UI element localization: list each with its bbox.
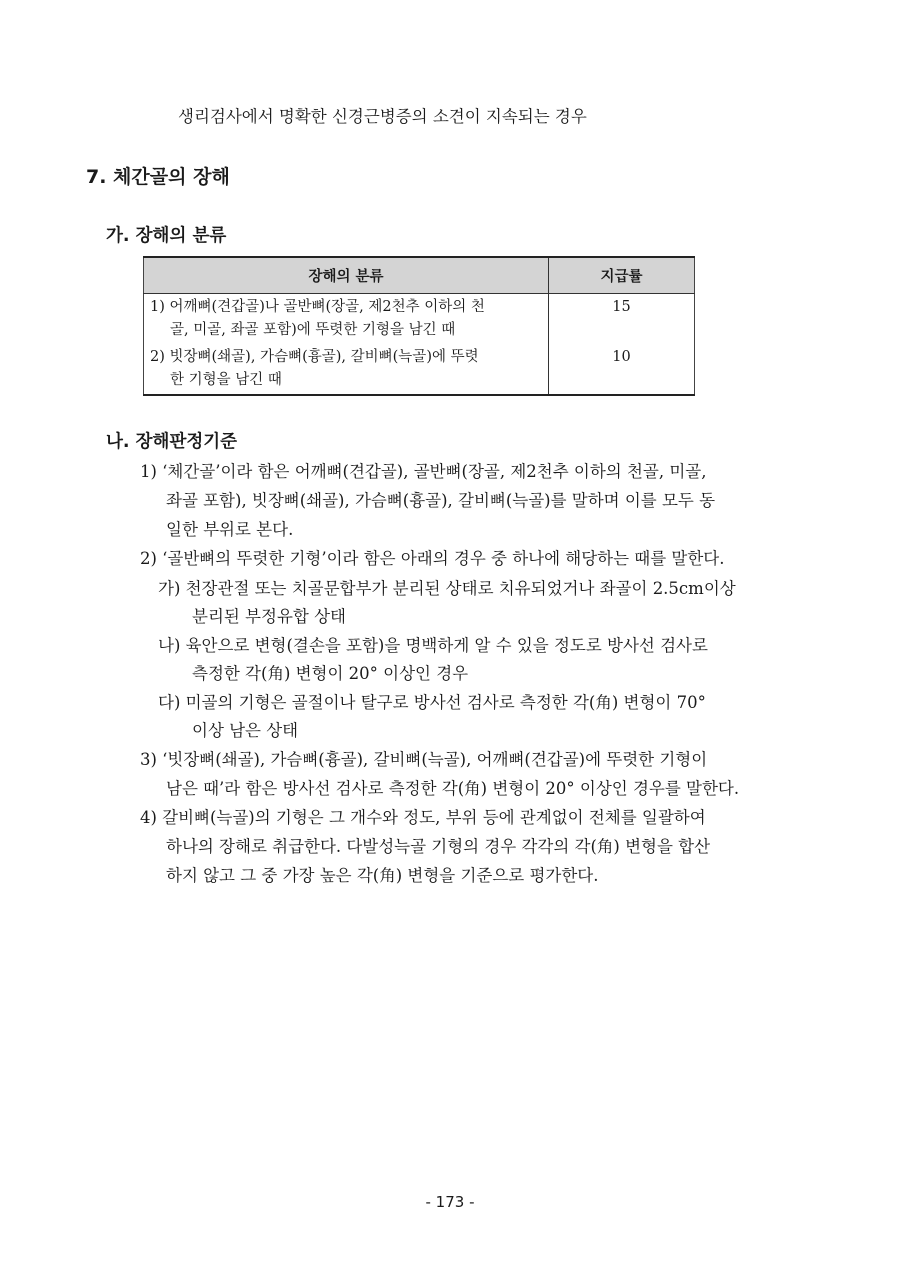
criterion-line: 하지 않고 그 중 가장 높은 각(角) 변형을 기준으로 평가한다. — [166, 866, 599, 885]
page-number: - 173 - — [425, 1193, 475, 1211]
criterion-line: 일한 부위로 본다. — [166, 520, 294, 539]
sub-criterion-line: 나) 육안으로 변형(결손을 포함)을 명백하게 알 수 있을 정도로 방사선 검사로 — [158, 636, 708, 655]
criterion-line: 남은 때’라 함은 방사선 검사로 측정한 각(角) 변형이 20° 이상인 경우를 말한다. — [166, 779, 740, 798]
table-row — [144, 294, 695, 345]
row-description-line: 1) 어깨뼈(견갑골)나 골반뼈(장골, 제2천추 이하의 천 — [150, 299, 485, 315]
column-header-classification: 장해의 분류 — [144, 257, 549, 294]
criterion-line: 1) ‘체간골’이라 함은 어깨뼈(견갑골), 골반뼈(장골, 제2천추 이하의 천골, 미골, — [140, 462, 707, 481]
sub-criterion-line: 이상 남은 상태 — [192, 721, 299, 740]
column-header-rate: 지급률 — [549, 257, 695, 294]
criterion-line: 좌골 포함), 빗장뼈(쇄골), 가슴뼈(흉골), 갈비뼈(늑골)를 말하며 이를 모두 동 — [166, 491, 716, 510]
row-description-line: 2) 빗장뼈(쇄골), 가슴뼈(흉골), 갈비뼈(늑골)에 뚜렷 — [150, 349, 479, 365]
criterion-line: 3) ‘빗장뼈(쇄골), 가슴뼈(흉골), 갈비뼈(늑골), 어깨뼈(견갑골)에 뚜렷한 기형이 — [140, 750, 708, 769]
criterion-line: 하나의 장해로 취급한다. 다발성늑골 기형의 경우 각각의 각(角) 변형을 합산 — [166, 837, 711, 856]
row-description-line: 골, 미골, 좌골 포함)에 뚜렷한 기형을 남긴 때 — [170, 322, 456, 338]
disability-classification-table — [143, 256, 695, 396]
sub-criterion-line: 다) 미골의 기형은 골절이나 탈구로 방사선 검사로 측정한 각(角) 변형이 70° — [158, 693, 706, 712]
row-description-line: 한 기형을 남긴 때 — [170, 372, 282, 388]
subsection-criteria-title: 나. 장해판정기준 — [106, 432, 238, 452]
section-title: 7. 체간골의 장해 — [86, 166, 230, 188]
sub-criterion-line: 측정한 각(角) 변형이 20° 이상인 경우 — [192, 664, 469, 683]
continuation-text: 생리검사에서 명확한 신경근병증의 소견이 지속되는 경우 — [178, 107, 587, 126]
row-rate: 15 — [612, 299, 631, 315]
subsection-classification-title: 가. 장해의 분류 — [106, 226, 227, 246]
sub-criterion-line: 분리된 부정유합 상태 — [192, 607, 346, 626]
row-description — [144, 294, 549, 345]
sub-criterion-line: 가) 천장관절 또는 치골문합부가 분리된 상태로 치유되었거나 좌골이 2.5cm이상 — [158, 579, 736, 598]
row-rate: 10 — [612, 349, 631, 365]
criterion-line: 2) ‘골반뼈의 뚜렷한 기형’이라 함은 아래의 경우 중 하나에 해당하는 때를 말한다. — [140, 549, 725, 568]
table-header-row — [144, 257, 695, 294]
table-row — [144, 344, 695, 395]
criterion-line: 4) 갈비뼈(늑골)의 기형은 그 개수와 정도, 부위 등에 관계없이 전체를 일괄하여 — [140, 808, 706, 827]
row-description — [144, 344, 549, 395]
